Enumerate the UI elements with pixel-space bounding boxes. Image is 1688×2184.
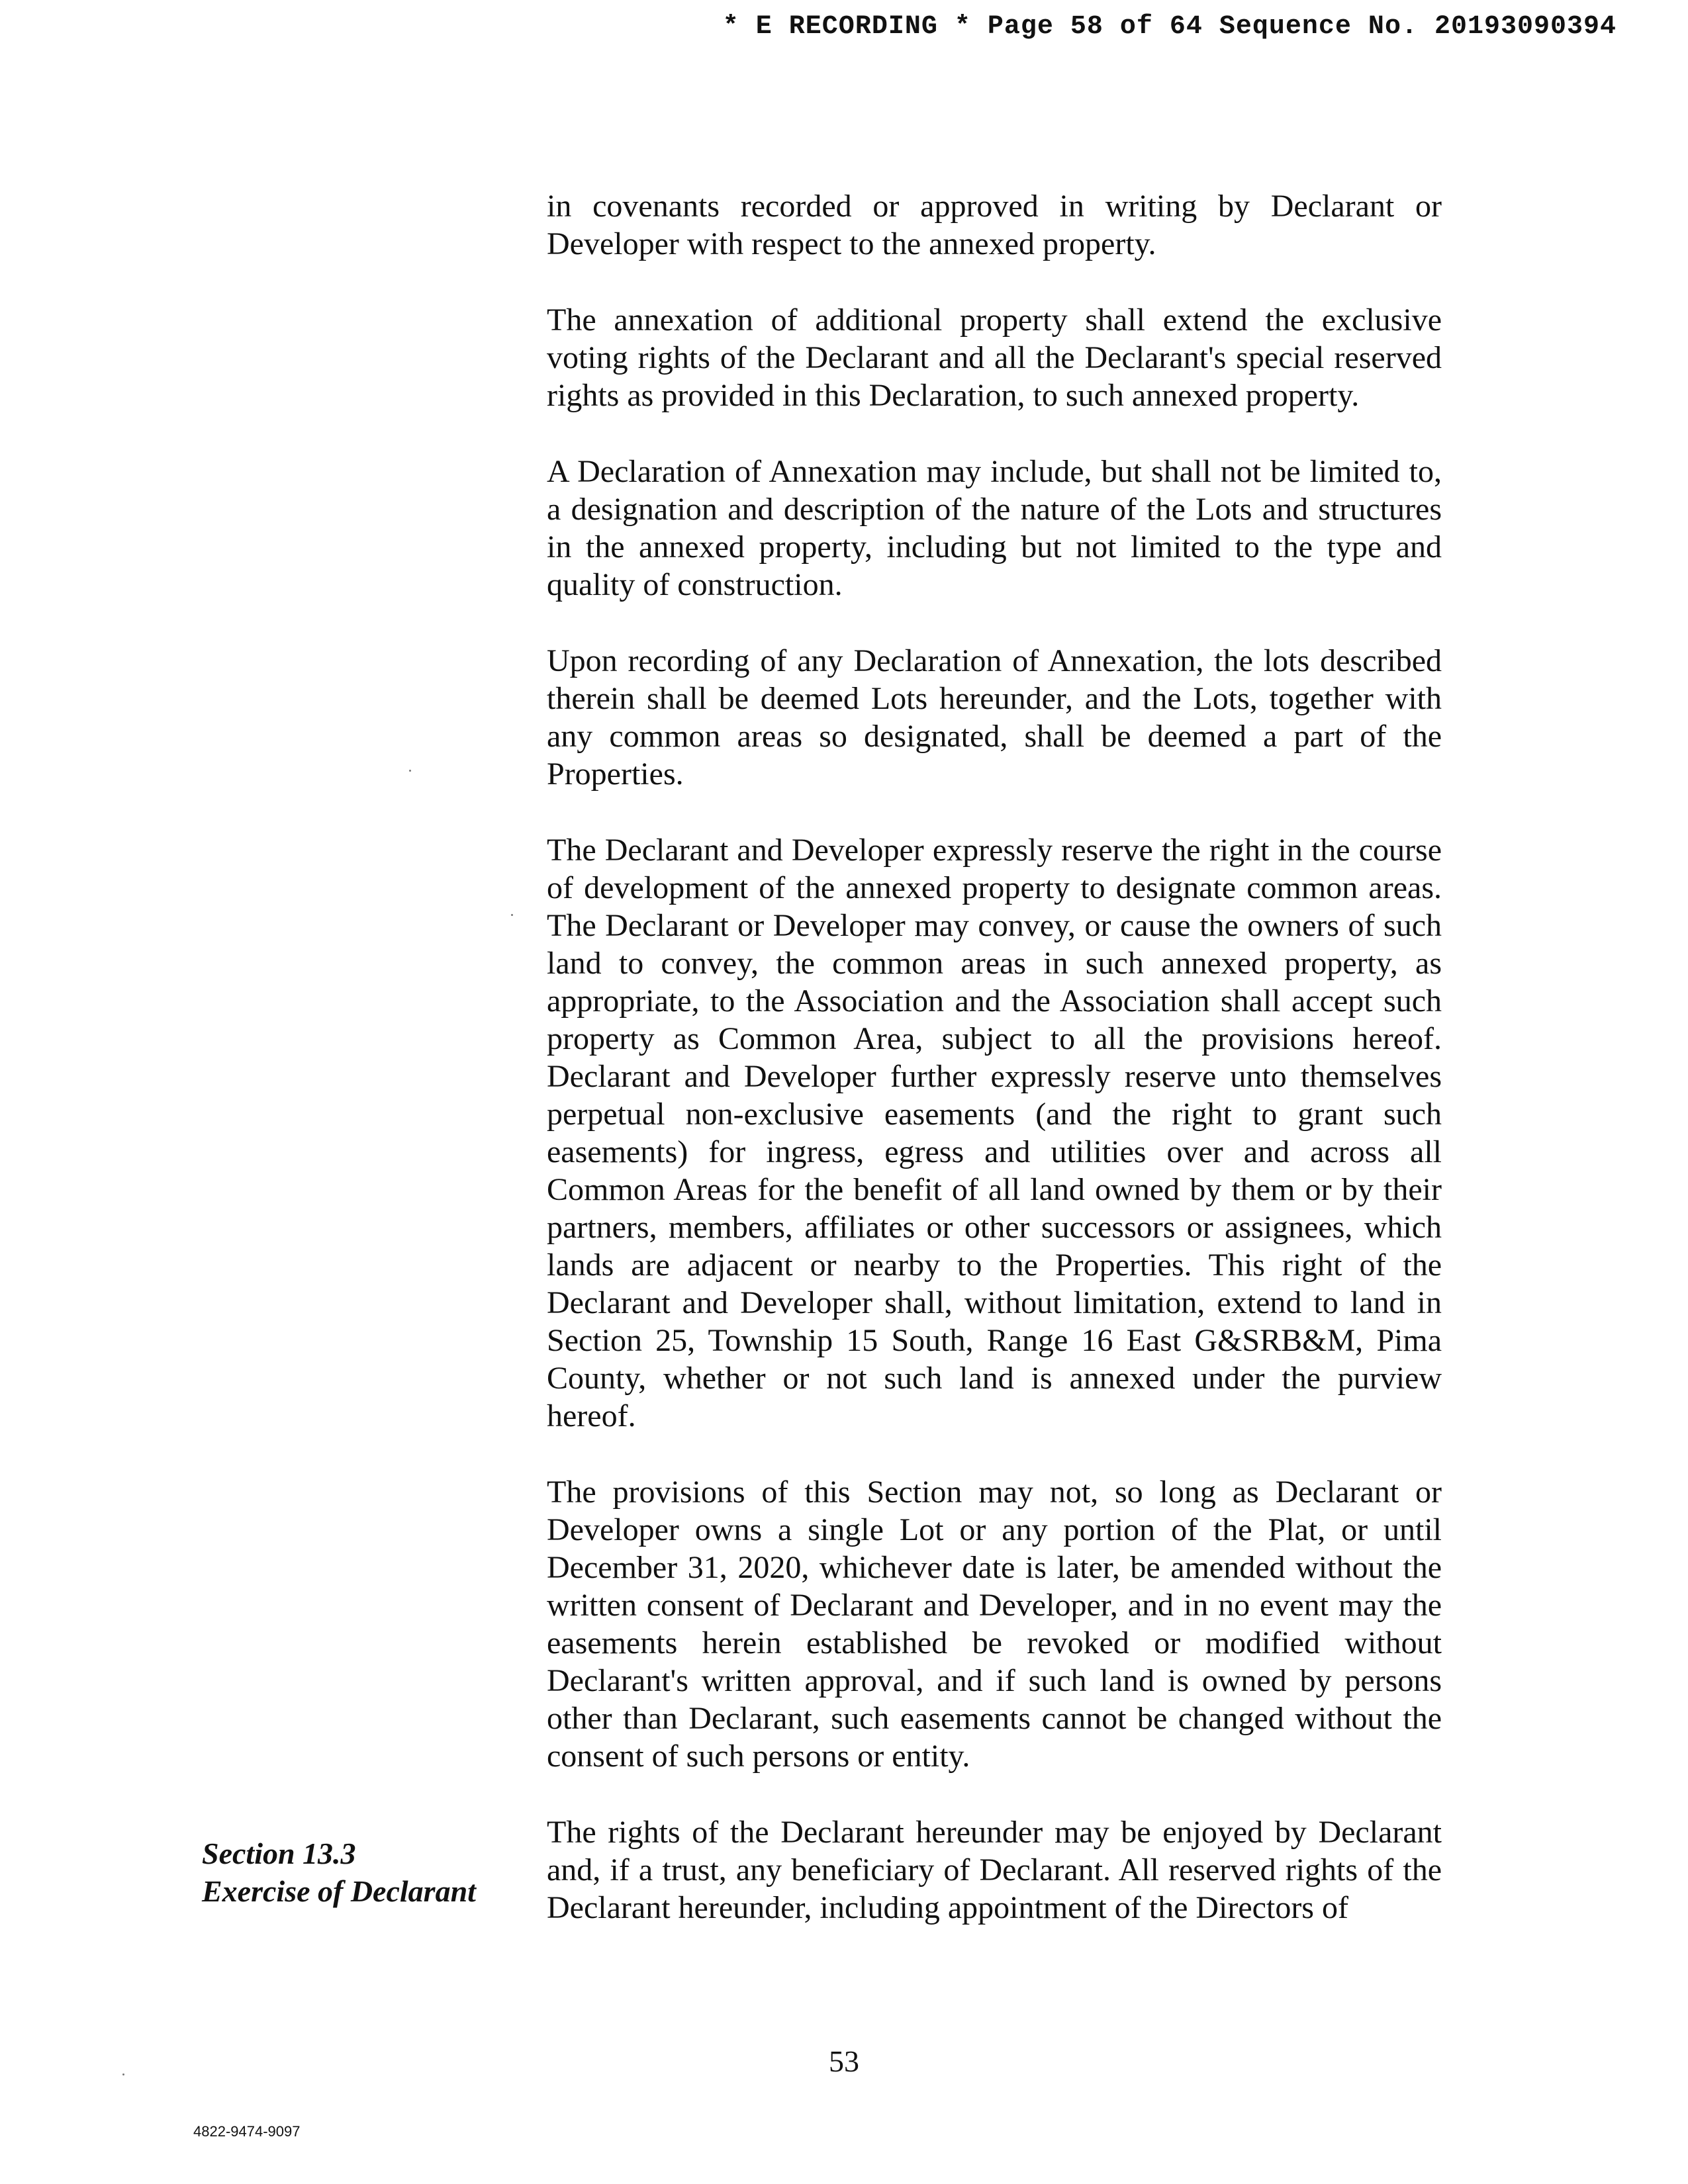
paragraph: The provisions of this Section may not, so long as Declarant or Developer owns a single Lot or any portion of the Plat, or until December 31, 2020, whichever date is later, be amended without the written consent of Declarant and Developer, and in no event may the easements herein established be revoked or modified without Declarant's written approval, and if such land is owned by persons other than Declarant, such easements cannot be changed without the consent of such persons or entity. — [547, 1475, 1442, 1774]
section-number: Section 13.3 — [202, 1837, 356, 1870]
document-body — [547, 187, 1442, 1927]
paragraph: The annexation of additional property shall extend the exclusive voting rights of the Declarant and all the Declarant's special reserved rights as provided in this Declaration, to such annexed property. — [547, 302, 1442, 413]
scan-speck — [511, 914, 513, 916]
page-number: 53 — [829, 2044, 859, 2078]
paragraph: A Declaration of Annexation may include, but shall not be limited to, a designation and description of the nature of the Lots and structures in the annexed property, including but not limited to the type and quality of construction. — [547, 454, 1442, 602]
scan-speck — [122, 2073, 124, 2075]
recording-header: * E RECORDING * Page 58 of 64 Sequence No. 20193090394 — [722, 12, 1617, 42]
paragraph: in covenants recorded or approved in writing by Declarant or Developer with respect to the annexed property. — [547, 189, 1442, 261]
document-id: 4822-9474-9097 — [193, 2123, 301, 2140]
section-heading — [202, 1835, 476, 1910]
paragraph: The Declarant and Developer expressly reserve the right in the course of development of the annexed property to designate common areas. The Declarant or Developer may convey, or cause the owners of such land to convey, the common areas in such annexed property, as appropriate, to the Association and the Association shall accept such property as Common Area, subject to all the provisions hereof. Declarant and Developer further expressly reserve unto themselves perpetual non-exclusive easements (and the right to grant such easements) for ingress, egress and utilities over and across all Common Areas for the benefit of all land owned by them or by their partners, members, affiliates or other successors or assignees, which lands are adjacent or nearby to the Properties. This right of the Declarant and Developer shall, without limitation, extend to land in Section 25, Township 15 South, Range 16 East G&SRB&M, Pima County, whether or not such land is annexed under the purview hereof. — [547, 833, 1442, 1433]
paragraph: The rights of the Declarant hereunder may be enjoyed by Declarant and, if a trust, any beneficiary of Declarant. All reserved rights of the Declarant hereunder, including appointment of the Directors of — [547, 1815, 1442, 1925]
scan-speck — [409, 770, 411, 772]
paragraph: Upon recording of any Declaration of Annexation, the lots described therein shall be deemed Lots hereunder, and the Lots, together with any common areas so designated, shall be deemed a part of the Properties. — [547, 643, 1442, 792]
section-title: Exercise of Declarant — [202, 1874, 476, 1908]
